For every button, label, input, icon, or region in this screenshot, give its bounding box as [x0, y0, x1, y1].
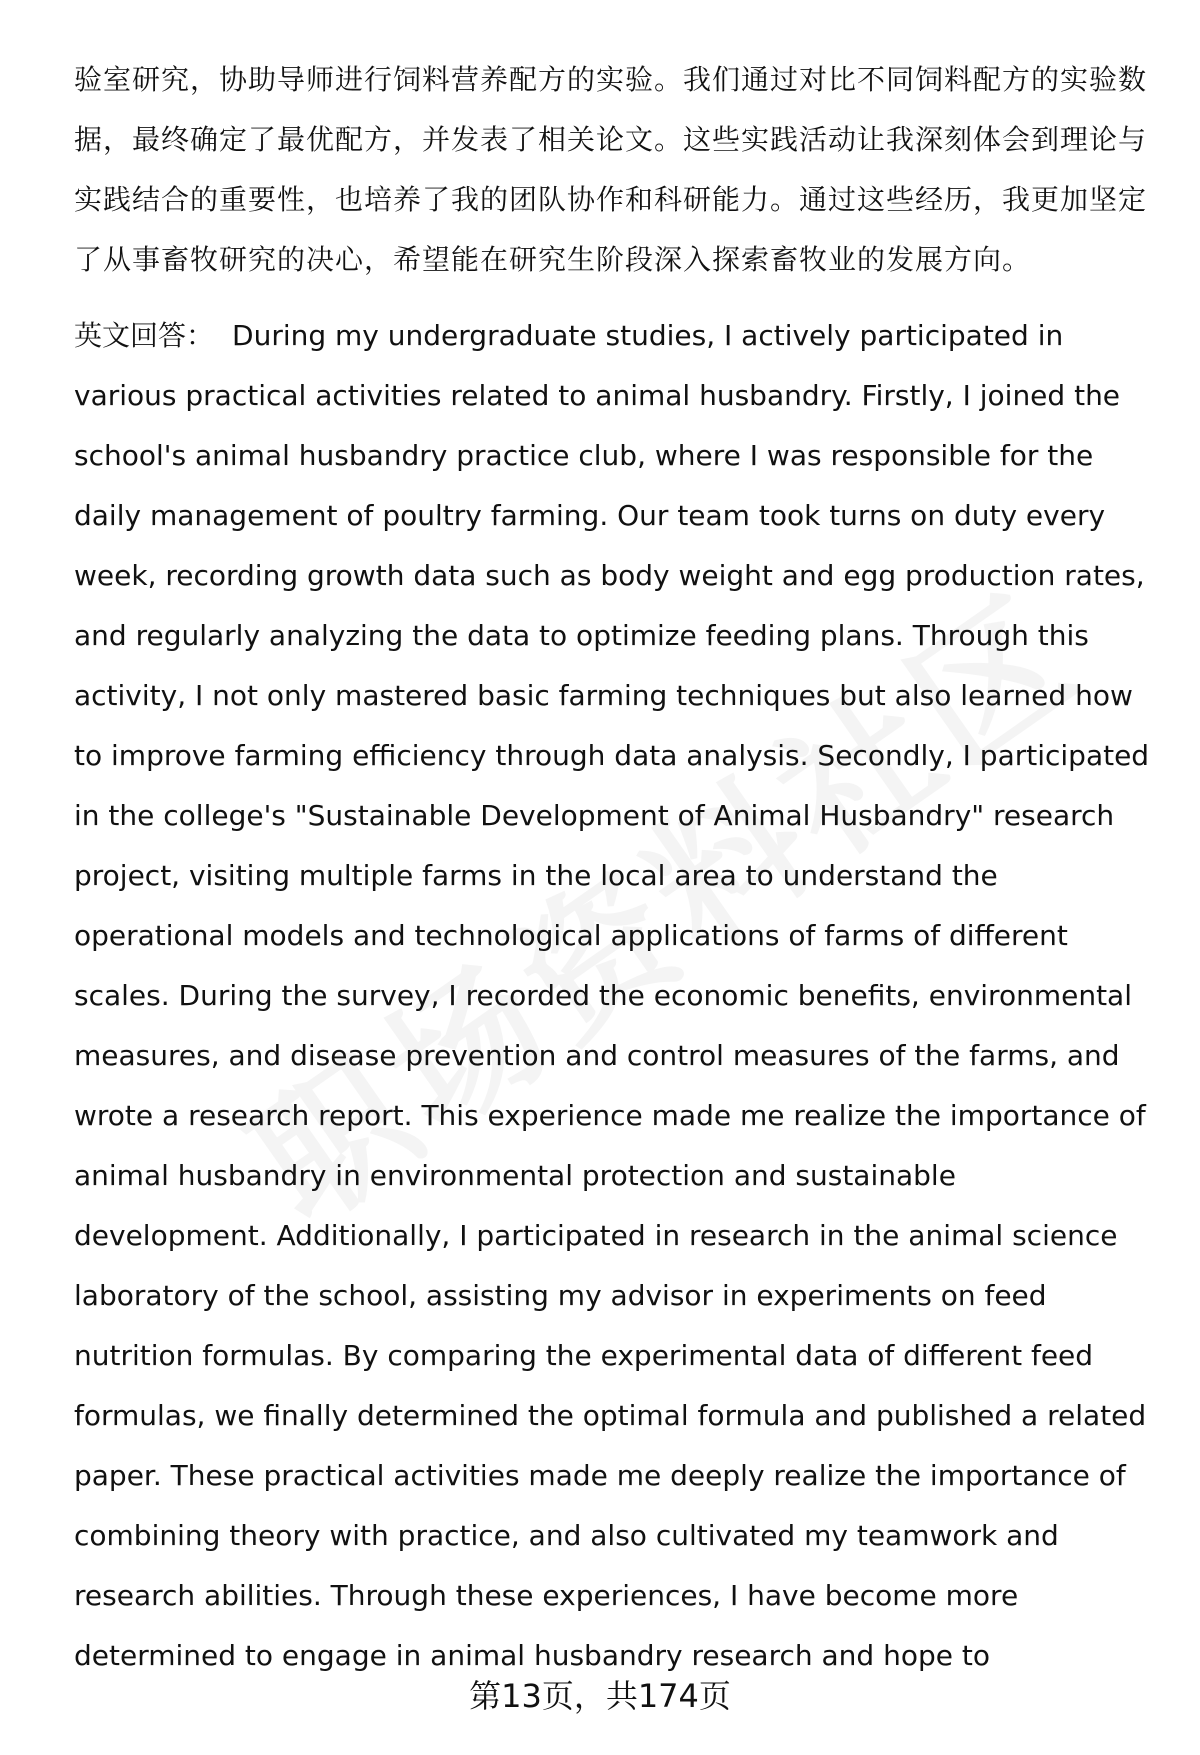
chinese-paragraph: 验室研究，协助导师进行饲料营养配方的实验。我们通过对比不同饲料配方的实验数据，最终确定了最优配方，并发表了相关论文。这些实践活动让我深刻体会到理论与实践结合的重要性，也培养了我的团队协作和科研能力。通过这些经历，我更加坚定了从事畜牧研究的决心，希望能在研究生阶段深入探索畜牧业的发展方向。	[74, 63, 1148, 276]
page-number-footer: 第13页，共174页	[469, 1677, 731, 1715]
english-answer-text: During my undergraduate studies, I actively participated in various practical activities related to animal husbandry. Firstly, I joined the school's animal husbandry practice club, where I was responsible for the daily management of poultry farming. Our team took turns on duty every week, recording growth data such as body weight and egg production rates, and regularly analyzing the data to optimize feeding plans. Through this activity, I not only mastered basic farming techniques but also learned how to improve farming efficiency through data analysis. Secondly, I participated in the college's "Sustainable Development of Animal Husbandry" research project, visiting multiple farms in the local area to understand the operational models and technological applications of farms of different scales. During the survey, I recorded the economic benefits, environmental measures, and disease prevention and control measures of the farms, and wrote a research report. This experience made me realize the importance of animal husbandry in environmental protection and sustainable development. Additionally, I participated in research in the animal science laboratory of the school, assisting my advisor in experiments on feed nutrition formulas. By comparing the experimental data of different feed formulas, we finally determined the optimal formula and published a related paper. These practical activities made me deeply realize the importance of combining theory with practice, and also cultivated my teamwork and research abilities. Through these experiences, I have become more determined to engage in animal husbandry research and hope to	[74, 319, 1150, 1672]
english-answer-label: 英文回答：	[74, 319, 215, 352]
document-content	[74, 50, 1154, 1686]
english-answer-paragraph	[74, 306, 1154, 1686]
